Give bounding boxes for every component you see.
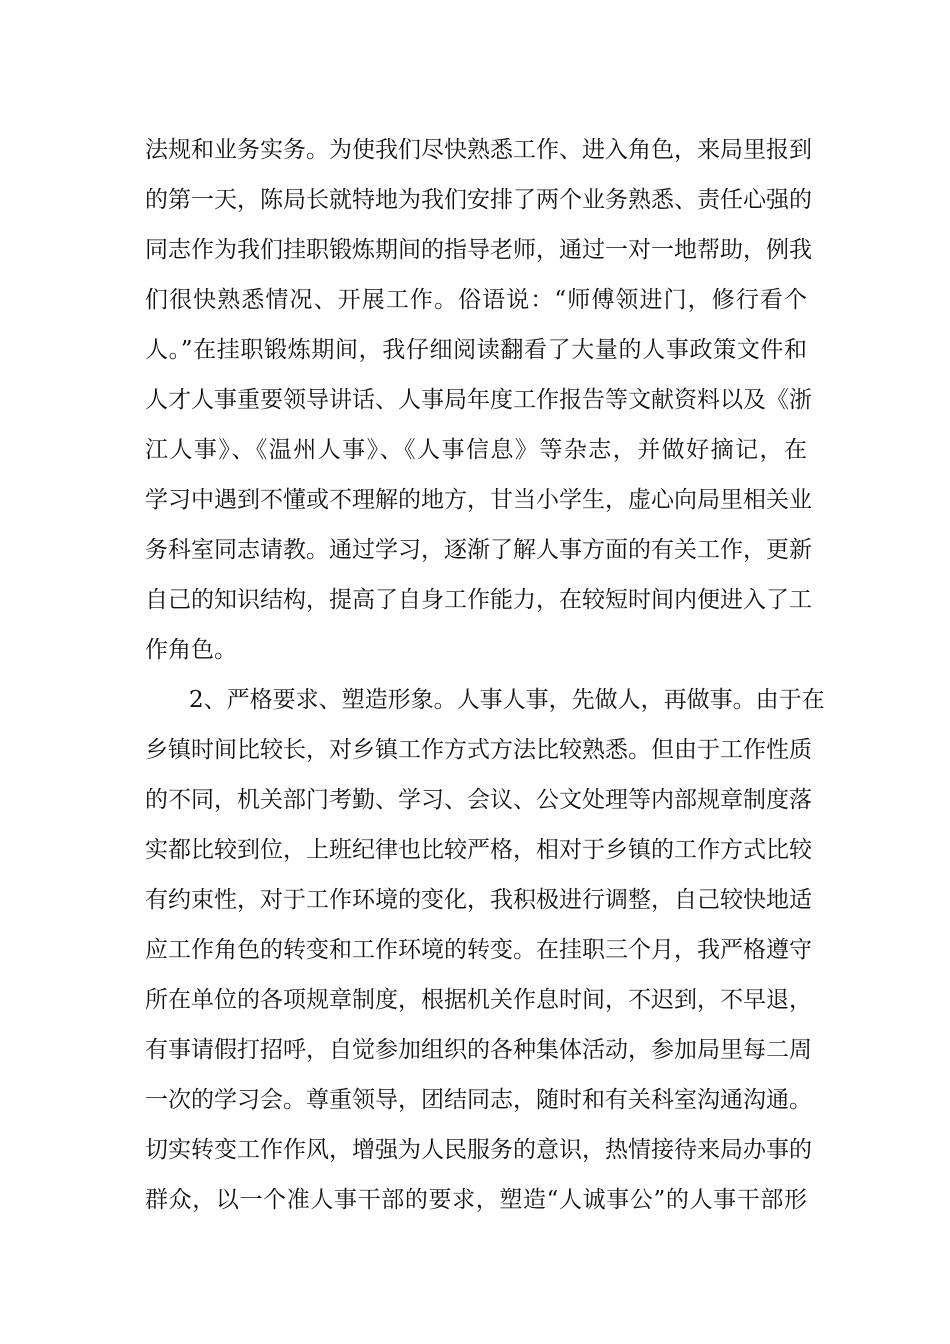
text-line-7: 江人事》、《温州人事》、《人事信息》等杂志，并做好摘记，在	[145, 437, 807, 463]
text-line-3: 同志作为我们挂职锻炼期间的指导老师，通过一对一地帮助，例我	[145, 237, 812, 263]
text-line-15: 实都比较到位，上班纪律也比较严格，相对于乡镇的工作方式比较	[145, 837, 812, 863]
text-line-19: 有事请假打招呼，自觉参加组织的各种集体活动，参加局里每二周	[145, 1037, 812, 1063]
text-line-1: 法规和业务实务。为使我们尽快熟悉工作、进入角色，来局里报到	[145, 137, 812, 163]
text-line-21: 切实转变工作作风，增强为人民服务的意识，热情接待来局办事的	[145, 1137, 812, 1163]
text-line-20: 一次的学习会。尊重领导，团结同志，随时和有关科室沟通沟通。	[145, 1087, 812, 1113]
text-line-13: 乡镇时间比较长，对乡镇工作方式方法比较熟悉。但由于工作性质	[145, 737, 812, 763]
text-line-17: 应工作角色的转变和工作环境的转变。在挂职三个月，我严格遵守	[145, 937, 812, 963]
text-line-2: 的第一天，陈局长就特地为我们安排了两个业务熟悉、责任心强的	[145, 187, 812, 213]
text-line-11: 作角色。	[145, 637, 237, 663]
text-line-10: 自己的知识结构，提高了自身工作能力，在较短时间内便进入了工	[145, 587, 812, 613]
text-line-8: 学习中遇到不懂或不理解的地方，甘当小学生，虚心向局里相关业	[145, 487, 812, 513]
text-line-9: 务科室同志请教。通过学习，逐渐了解人事方面的有关工作，更新	[145, 537, 812, 563]
text-line-16: 有约束性，对于工作环境的变化，我积极进行调整，自己较快地适	[145, 887, 812, 913]
text-line-4: 们很快熟悉情况、开展工作。俗语说：“师傅领进门，修行看个	[145, 287, 807, 313]
text-line-5: 人。”在挂职锻炼期间，我仔细阅读翻看了大量的人事政策文件和	[145, 337, 807, 363]
text-line-18: 所在单位的各项规章制度，根据机关作息时间，不迟到，不早退，	[145, 987, 812, 1013]
text-line-14: 的不同，机关部门考勤、学习、会议、公文处理等内部规章制度落	[145, 787, 812, 813]
text-line-6: 人才人事重要领导讲话、人事局年度工作报告等文献资料以及《浙	[145, 387, 812, 413]
text-line-12: 2、严格要求、塑造形象。人事人事，先做人，再做事。由于在	[189, 687, 825, 713]
text-line-22: 群众，以一个准人事干部的要求，塑造“人诚事公”的人事干部形	[145, 1187, 807, 1213]
